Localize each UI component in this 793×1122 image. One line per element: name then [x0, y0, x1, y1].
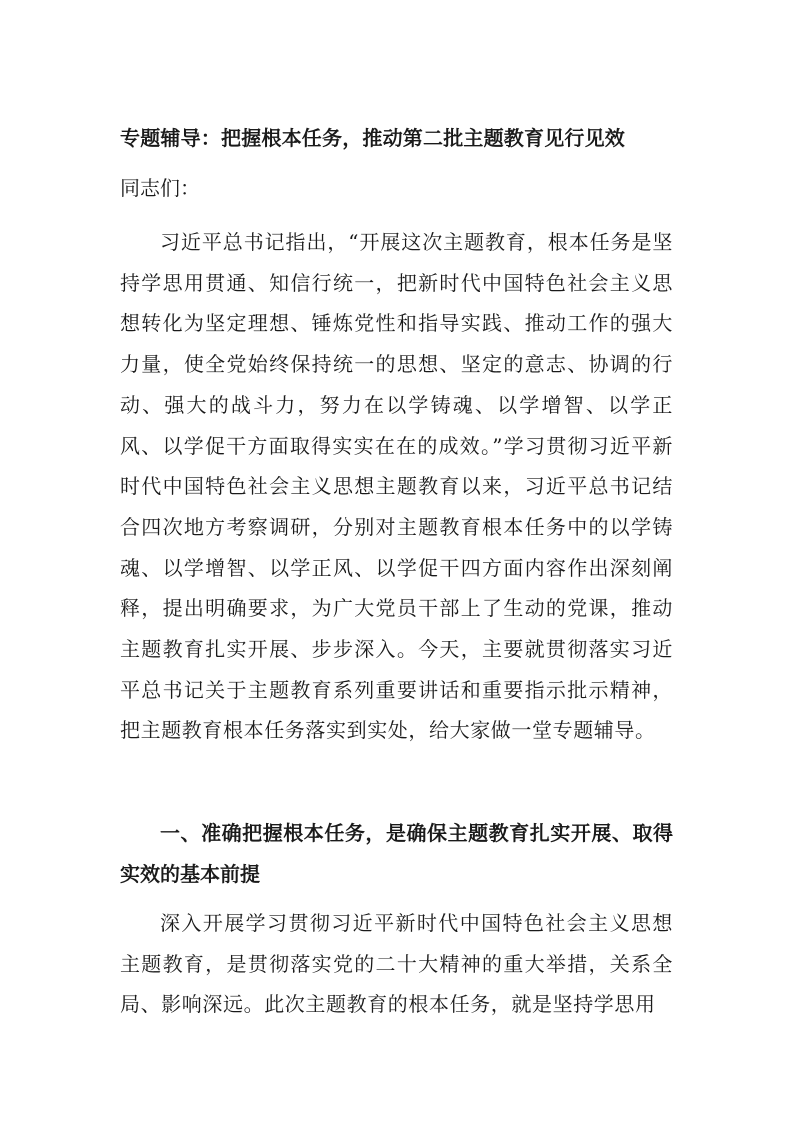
paragraph-1: 习近平总书记指出，“开展这次主题教育，根本任务是坚持学思用贯通、知信行统一，把新时代中国特色社会主义思想转化为坚定理想、锤炼党性和指导实践、推动工作的强大力量，使全党始终保持统一的思想、坚定的意志、协调的行动、强大的战斗力，努力在以学铸魂、以学增智、以学正风、以学促干方面取得实实在在的成效。”学习贯彻习近平新时代中国特色社会主义思想主题教育以来，习近平总书记结合四次地方考察调研，分别对主题教育根本任务中的以学铸魂、以学增智、以学正风、以学促干四方面内容作出深刻阐释，提出明确要求，为广大党员干部上了生动的党课，推动主题教育扎实开展、步步深入。今天，主要就贯彻落实习近平总书记关于主题教育系列重要讲话和重要指示批示精神，把主题教育根本任务落实到实处，给大家做一堂专题辅导。: [120, 230, 673, 743]
paragraph-2: 深入开展学习贯彻习近平新时代中国特色社会主义思想主题教育，是贯彻落实党的二十大精神的重大举措，关系全局、影响深远。此次主题教育的根本任务，就是坚持学思用: [120, 911, 673, 1017]
greeting: 同志们：: [120, 176, 200, 200]
section-heading-1: 一、准确把握根本任务，是确保主题教育扎实开展、取得实效的基本前提: [120, 821, 673, 886]
document-title: 专题辅导：把握根本任务，推动第二批主题教育见行见效: [120, 126, 625, 150]
